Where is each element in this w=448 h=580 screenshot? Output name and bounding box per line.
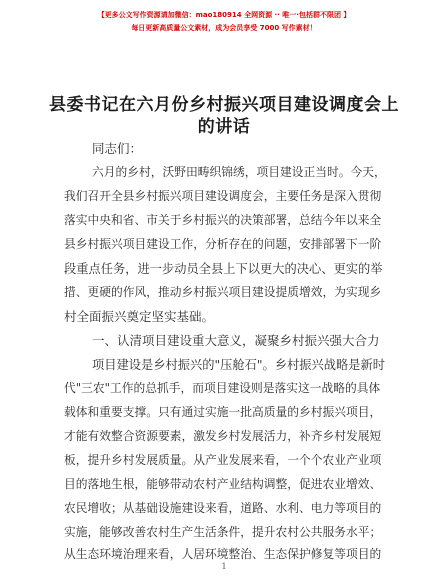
salutation: 同志们： (92, 141, 143, 156)
body-line: 目的落地生根，能够带动农村产业结构调整，促进农业增效、 (64, 477, 382, 491)
body-line: 才能有效整合资源要素，激发乡村发展活力，补齐乡村发展短 (64, 429, 382, 443)
body-line: 从生态环境治理来看，人居环境整治、生态保护修复等项目的 (64, 547, 382, 561)
body-line: 代"三农"工作的总抓手，而项目建设则是落实这一战略的具体 (64, 381, 381, 395)
body-line: 项目建设是乡村振兴的"压舱石"。乡村振兴战略是新时 (92, 358, 386, 372)
body-line: 段重点任务，进一步动员全县上下以更大的决心、更实的举 (64, 262, 383, 276)
section-heading: 一、认清项目建设重大意义，凝聚乡村振兴强大合力 (92, 333, 380, 348)
body-line: 措、更硬的作风，推动乡村振兴项目建设提质增效，为实现乡 (64, 285, 382, 299)
body-line: 我们召开全县乡村振兴项目建设调度会，主要任务是深入贯彻 (64, 189, 382, 203)
body-line: 村全面振兴奠定坚实基础。 (64, 309, 215, 324)
body-line: 农民增收；从基础设施建设来看，道路、水利、电力等项目的 (64, 501, 382, 515)
body-line: 实施，能够改善农村生产生活条件，提升农村公共服务水平； (64, 525, 382, 539)
body-line: 六月的乡村，沃野田畴织锦绣，项目建设正当时。今天， (92, 165, 386, 179)
page-number: 1 (221, 562, 227, 571)
body-line: 落实中央和省、市关于乡村振兴的决策部署，总结今年以来全 (64, 213, 382, 227)
document-title-line-1: 县委书记在六月份乡村振兴项目建设调度会上 (49, 95, 399, 115)
body-line: 载体和重要支撑。只有通过实施一批高质量的乡村振兴项目， (64, 405, 382, 419)
promo-banner-line-2: 每日更新高质量公文素材，成为会员享受 7000 写作素材！ (131, 24, 317, 32)
body-line: 板，提升乡村发展质量。从产业发展来看，一个个农业产业项 (64, 453, 382, 467)
document-title-line-2: 的讲话 (197, 117, 251, 137)
promo-banner-line-1: 【更多公文写作资源请加微信：mao180914 全网资源 ·· 唯一·包括群不限团 】 (97, 11, 351, 19)
body-line: 县乡村振兴项目建设工作，分析存在的问题，安排部署下一阶 (64, 237, 382, 251)
